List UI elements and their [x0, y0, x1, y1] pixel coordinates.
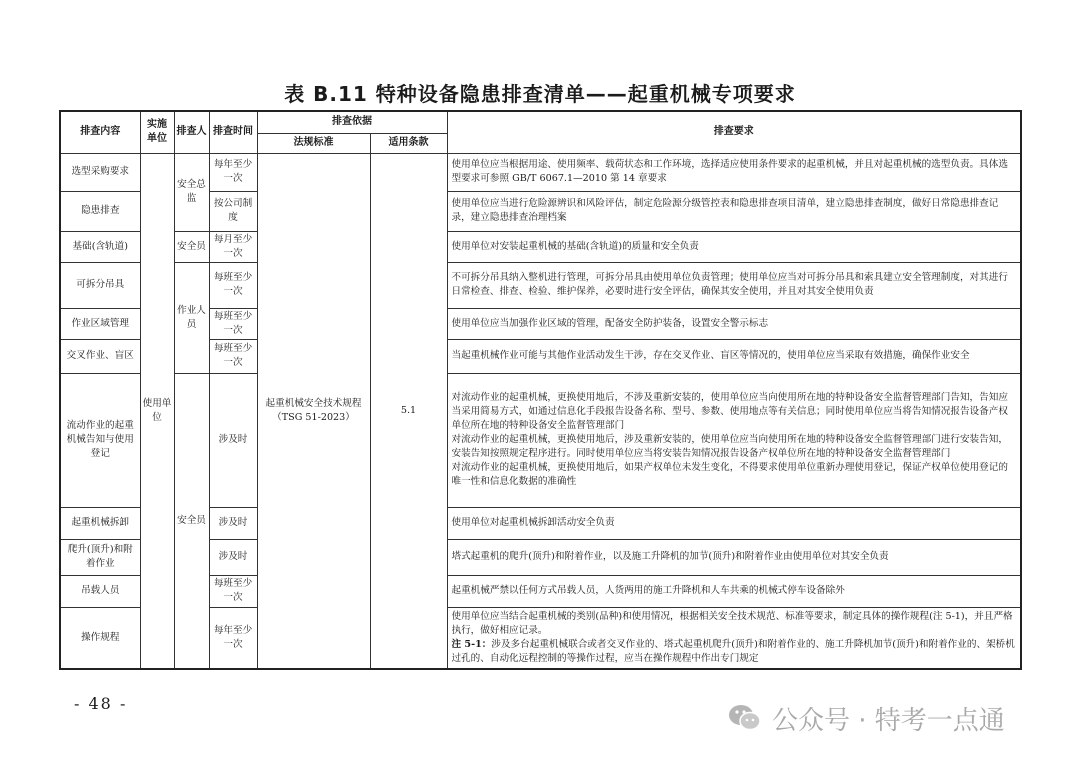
- clause-cell: 5.1: [370, 153, 447, 669]
- header-basis: 排查依据: [257, 111, 447, 133]
- row-content: 基础(含轨道): [60, 231, 140, 262]
- header-standard: 法规标准: [257, 133, 370, 153]
- wechat-icon: [728, 703, 762, 733]
- row-time: 按公司制度: [209, 191, 257, 231]
- row-content: 作业区域管理: [60, 308, 140, 339]
- note-text: 涉及多台起重机械联合或者交叉作业的、塔式起重机爬升(顶升)和附着作业的、施工升降机加节(顶升)和附着作业的、架桥机过孔的、自动化远程控制的等操作过程，应当在操作规程中作出专门规定: [451, 638, 1015, 664]
- row-content: 流动作业的起重机械告知与使用登记: [60, 373, 140, 507]
- row-time: 每班至少一次: [209, 308, 257, 339]
- watermark-text: 公众号 · 特考一点通: [772, 705, 1005, 736]
- row-requirement: [447, 607, 1021, 669]
- header-unit: 实施单位: [140, 111, 174, 153]
- header-person: 排查人: [174, 111, 209, 153]
- person-cell: 安全员: [174, 231, 209, 262]
- requirement-text: 使用单位应当结合起重机械的类别(品种)和使用情况，根据相关安全技术规范、标准等要求，制定具体的操作规程(注 5-1)，并且严格执行，做好相应记录。: [451, 610, 1013, 636]
- row-content: 操作规程: [60, 607, 140, 669]
- person-cell: 安全员: [174, 373, 209, 669]
- watermark: [728, 700, 1005, 736]
- row-time: 涉及时: [209, 539, 257, 575]
- row-requirement: 使用单位应当进行危险源辨识和风险评估，制定危险源分级管控表和隐患排查项目清单，建立隐患排查制度，做好日常隐患排查记录，建立隐患排查治理档案: [447, 191, 1021, 231]
- row-requirement: 使用单位应当加强作业区域的管理，配备安全防护装备，设置安全警示标志: [447, 308, 1021, 339]
- row-time: 每年至少一次: [209, 607, 257, 669]
- row-time: 每班至少一次: [209, 262, 257, 308]
- row-requirement: 使用单位对起重机械拆卸活动安全负责: [447, 507, 1021, 539]
- row-time: 涉及时: [209, 373, 257, 507]
- row-requirement: 对流动作业的起重机械，更换使用地后，不涉及重新安装的，使用单位应当向使用所在地的特种设备安全监督管理部门告知，告知应当采用简易方式，如通过信息化手段报告设备名称、型号、参数、使用地点等有关信息；同时使用单位应当将告知情况报告设备产权单位所在地的特种设备安全监督管理部门 对流动作业的起重机械，更换使用地后，涉及重新安装的，使用单位应当向使用所在地的特种设备安全监督管理部门进行安装告知，安装告知按照规定程序进行。同时使用单位应当将安装告知情况报告设备产权单位所在地的特种设备安全监督管理部门 对流动作业的起重机械，更换使用地后，如果产权单位未发生变化，不得要求使用单位重新办理使用登记，保证产权单位使用登记的唯一性和信息化数据的准确性: [447, 373, 1021, 507]
- row-time: 每班至少一次: [209, 575, 257, 607]
- row-content: 隐患排查: [60, 191, 140, 231]
- header-requirement: 排查要求: [447, 111, 1021, 153]
- row-content: 吊载人员: [60, 575, 140, 607]
- row-content: 交叉作业、盲区: [60, 339, 140, 373]
- row-requirement: 当起重机械作业可能与其他作业活动发生干涉，存在交叉作业、盲区等情况的，使用单位应当采取有效措施，确保作业安全: [447, 339, 1021, 373]
- row-requirement: 塔式起重机的爬升(顶升)和附着作业，以及施工升降机的加节(顶升)和附着作业由使用单位对其安全负责: [447, 539, 1021, 575]
- note-label: 注 5-1：: [451, 638, 492, 650]
- page-number: - 48 -: [74, 694, 128, 713]
- table-title: 表 B.11 特种设备隐患排查清单——起重机械专项要求: [284, 82, 796, 106]
- row-content: 选型采购要求: [60, 153, 140, 191]
- person-cell: 安全总监: [174, 153, 209, 231]
- inspection-table: [59, 110, 1022, 670]
- row-time: 每年至少一次: [209, 153, 257, 191]
- row-time: 每班至少一次: [209, 339, 257, 373]
- header-time: 排查时间: [209, 111, 257, 153]
- row-time: 每月至少一次: [209, 231, 257, 262]
- row-content: 爬升(顶升)和附着作业: [60, 539, 140, 575]
- header-clause: 适用条款: [370, 133, 447, 153]
- row-time: 涉及时: [209, 507, 257, 539]
- person-cell: 作业人员: [174, 262, 209, 373]
- row-requirement: 使用单位对安装起重机械的基础(含轨道)的质量和安全负责: [447, 231, 1021, 262]
- row-requirement: 起重机械严禁以任何方式吊载人员，人货两用的施工升降机和人车共乘的机械式停车设备除外: [447, 575, 1021, 607]
- unit-cell: 使用单位: [140, 153, 174, 669]
- row-content: 可拆分吊具: [60, 262, 140, 308]
- row-requirement: 使用单位应当根据用途、使用频率、载荷状态和工作环境，选择适应使用条件要求的起重机械，并且对起重机械的选型负责。具体选型要求可参照 GB/T 6067.1—2010 第 14 章要求: [447, 153, 1021, 191]
- row-content: 起重机械拆卸: [60, 507, 140, 539]
- row-requirement: 不可拆分吊具纳入整机进行管理，可拆分吊具由使用单位负责管理；使用单位应当对可拆分吊具和索具建立安全管理制度，对其进行日常检查、排查、检验、维护保养，必要时进行安全评估，确保其安全使用，并且对其安全使用负责: [447, 262, 1021, 308]
- header-content: 排查内容: [60, 111, 140, 153]
- standard-cell: 起重机械安全技术规程（TSG 51-2023）: [257, 153, 370, 669]
